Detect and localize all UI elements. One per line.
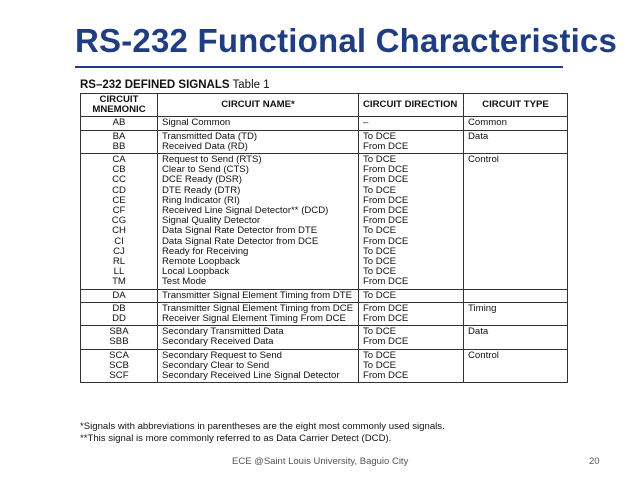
cell-mnemonic-line: CD <box>112 184 126 196</box>
cell-direction-line: To DCE <box>363 225 397 237</box>
cell-direction-line: From DCE <box>363 174 409 186</box>
cell-direction <box>359 302 464 325</box>
cell-mnemonic <box>81 117 158 130</box>
cell-mnemonic-line: CF <box>112 205 126 217</box>
cell-mnemonic <box>81 349 158 383</box>
table-header-row <box>81 94 568 117</box>
cell-name-line: Secondary Request to Send <box>162 349 283 361</box>
cell-mnemonic <box>81 326 158 349</box>
cell-direction-line: From DCE <box>363 302 409 314</box>
cell-name-line: Local Loopback <box>162 266 230 278</box>
cell-name <box>158 154 359 290</box>
cell-direction <box>359 289 464 302</box>
cell-type: Control <box>464 154 568 290</box>
footnote-1: *Signals with abbreviations in parentheses are the eight most commonly used signals. <box>80 421 445 432</box>
cell-name-line: DTE Ready (DTR) <box>162 184 241 196</box>
cell-name-line: Ring Indicator (RI) <box>162 194 240 206</box>
cell-name-line: Received Data (RD) <box>162 140 248 152</box>
header-type: CIRCUIT TYPE <box>464 94 568 117</box>
cell-name-line: Clear to Send (CTS) <box>162 164 249 176</box>
cell-name-line: Secondary Transmitted Data <box>162 326 284 338</box>
table-row <box>81 154 568 290</box>
cell-name-line: Transmitter Signal Element Timing from DTE <box>162 289 352 301</box>
cell-mnemonic-line: SBA <box>109 326 129 338</box>
table-row <box>81 302 568 325</box>
table-caption <box>80 79 270 91</box>
cell-mnemonic-line: TM <box>112 276 126 288</box>
cell-name <box>158 302 359 325</box>
cell-direction-line: To DCE <box>363 326 397 338</box>
cell-direction-line: From DCE <box>363 205 409 217</box>
cell-direction-line: To DCE <box>363 289 397 301</box>
table-row <box>81 326 568 349</box>
cell-direction <box>359 326 464 349</box>
title-underline <box>75 66 563 68</box>
cell-direction-line: To DCE <box>363 245 397 257</box>
table-row <box>81 349 568 383</box>
table-row <box>81 117 568 130</box>
cell-mnemonic-line: CA <box>112 154 126 166</box>
cell-mnemonic-line: CG <box>111 215 127 227</box>
cell-mnemonic-line: DD <box>112 313 126 325</box>
cell-name-line: Signal Common <box>162 117 231 129</box>
cell-direction <box>359 154 464 290</box>
cell-mnemonic-line: SCB <box>109 359 129 371</box>
cell-direction-line: From DCE <box>363 276 409 288</box>
footnotes <box>80 421 445 445</box>
cell-direction <box>359 130 464 153</box>
cell-direction-line: From DCE <box>363 194 409 206</box>
cell-name-line: Signal Quality Detector <box>162 215 261 227</box>
cell-mnemonic-line: CB <box>112 164 126 176</box>
header-name: CIRCUIT NAME* <box>158 94 359 117</box>
cell-direction-line: From DCE <box>363 140 409 152</box>
cell-type: Control <box>464 349 568 383</box>
cell-name-line: Test Mode <box>162 276 207 288</box>
cell-direction-line: From DCE <box>363 336 409 348</box>
cell-type: Data <box>464 130 568 153</box>
cell-mnemonic <box>81 302 158 325</box>
cell-direction-line: To DCE <box>363 359 397 371</box>
cell-direction-line: – <box>363 117 369 129</box>
rs232-signals-table <box>80 93 568 383</box>
cell-name-line: Secondary Received Line Signal Detector <box>162 370 340 382</box>
cell-name-line: DCE Ready (DSR) <box>162 174 242 186</box>
cell-mnemonic-line: BB <box>112 140 126 152</box>
cell-mnemonic-line: CI <box>114 235 124 247</box>
cell-direction-line: From DCE <box>363 370 409 382</box>
footnote-2: **This signal is more commonly referred to as Data Carrier Detect (DCD). <box>80 433 392 444</box>
cell-direction-line: To DCE <box>363 154 397 166</box>
slide-title: RS-232 Functional Characteristics <box>75 22 618 59</box>
slide-footer: ECE @Saint Louis University, Baguio City <box>232 456 409 467</box>
cell-mnemonic-line: RL <box>112 256 126 268</box>
cell-name <box>158 130 359 153</box>
cell-mnemonic-line: DB <box>112 302 126 314</box>
cell-mnemonic-line: CE <box>112 194 126 206</box>
cell-name-line: Secondary Clear to Send <box>162 359 270 371</box>
cell-mnemonic-line: CC <box>112 174 126 186</box>
cell-mnemonic-line: LL <box>113 266 125 278</box>
cell-mnemonic-line: CJ <box>113 245 125 257</box>
cell-name-line: Secondary Received Data <box>162 336 274 348</box>
cell-name-line: Request to Send (RTS) <box>162 154 262 166</box>
cell-direction-line: From DCE <box>363 313 409 325</box>
cell-name-line: Data Signal Rate Detector from DTE <box>162 225 318 237</box>
cell-name-line: Remote Loopback <box>162 256 240 268</box>
cell-name-line: Received Line Signal Detector** (DCD) <box>162 205 329 217</box>
cell-name-line: Data Signal Rate Detector from DCE <box>162 235 319 247</box>
cell-mnemonic-line: BA <box>112 130 126 142</box>
cell-name <box>158 349 359 383</box>
cell-name <box>158 289 359 302</box>
cell-direction <box>359 349 464 383</box>
cell-mnemonic-line: SBB <box>109 336 129 348</box>
cell-type <box>464 289 568 302</box>
cell-direction-line: To DCE <box>363 266 397 278</box>
cell-mnemonic-line: DA <box>112 289 126 301</box>
cell-name <box>158 117 359 130</box>
cell-name-line: Ready for Receiving <box>162 245 249 257</box>
table-body <box>81 117 568 383</box>
cell-name <box>158 326 359 349</box>
cell-mnemonic-line: CH <box>112 225 126 237</box>
cell-direction-line: To DCE <box>363 349 397 361</box>
header-direction: CIRCUIT DIRECTION <box>359 94 464 117</box>
cell-name-line: Transmitter Signal Element Timing from DCE <box>162 302 354 314</box>
table-caption-rest: Table 1 <box>229 79 270 91</box>
cell-mnemonic-line: AB <box>112 117 126 129</box>
cell-direction-line: To DCE <box>363 130 397 142</box>
table-caption-bold: RS–232 DEFINED SIGNALS <box>80 79 230 91</box>
cell-mnemonic <box>81 289 158 302</box>
cell-type: Common <box>464 117 568 130</box>
table-row <box>81 130 568 153</box>
cell-type: Data <box>464 326 568 349</box>
cell-direction-line: To DCE <box>363 184 397 196</box>
header-mnemonic: CIRCUIT MNEMONIC <box>81 94 158 117</box>
cell-direction-line: To DCE <box>363 256 397 268</box>
cell-mnemonic-line: SCA <box>109 349 129 361</box>
cell-direction-line: From DCE <box>363 215 409 227</box>
cell-name-line: Transmitted Data (TD) <box>162 130 258 142</box>
cell-mnemonic-line: SCF <box>109 370 129 382</box>
cell-mnemonic <box>81 130 158 153</box>
cell-direction-line: From DCE <box>363 235 409 247</box>
cell-type: Timing <box>464 302 568 325</box>
cell-direction <box>359 117 464 130</box>
page-number: 20 <box>589 456 600 467</box>
cell-name-line: Receiver Signal Element Timing From DCE <box>162 313 346 325</box>
table-row <box>81 289 568 302</box>
cell-mnemonic <box>81 154 158 290</box>
cell-direction-line: From DCE <box>363 164 409 176</box>
